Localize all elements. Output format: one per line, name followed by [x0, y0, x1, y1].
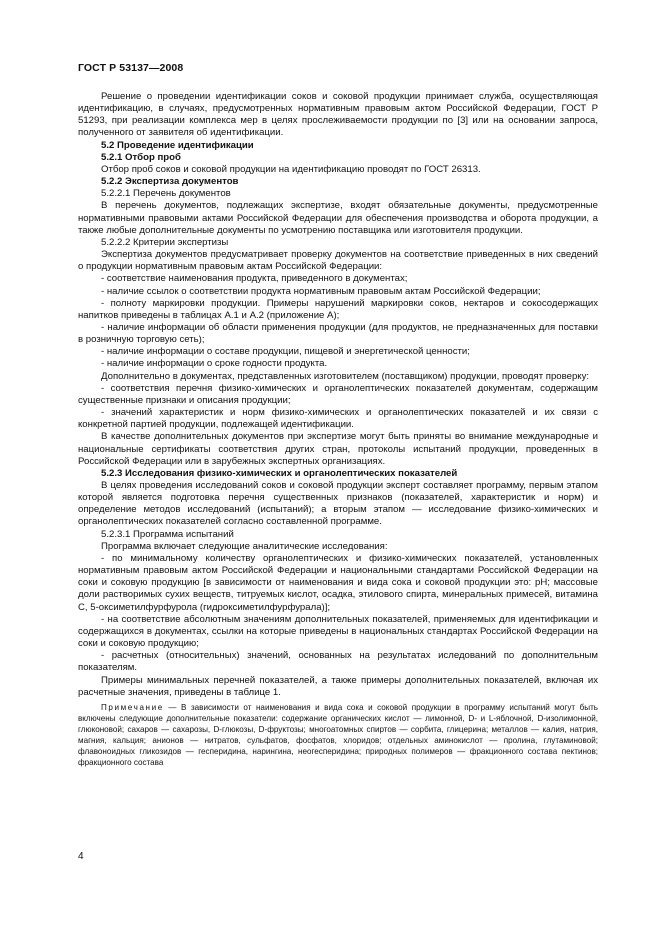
- paragraph: Программа включает следующие аналитические исследования:: [101, 540, 388, 552]
- paragraph: В качестве дополнительных документов при экспертизе могут быть приняты во внимание международные и национальные сертификаты соответствия других стран, протоколы испытаний продукции, проведенных в Российской Федерации или в зарубежных экспертных организациях.: [78, 431, 598, 467]
- paragraph: Экспертиза документов предусматривает проверку документов на соответствие приведенных в них сведений о продукции нормативным правовым актам Российской Федерации:: [78, 249, 598, 273]
- document-body: [78, 91, 598, 768]
- paragraph: Решение о проведении идентификации соков и соковой продукции принимает служба, осуществляющая идентификацию, в случаях, предусмотренных нормативным правовым актом Российской Федерации, ГОСТ Р 51293, при реализации комплекса мер в целях прослеживаемости продукции по [3] или на основании запроса, полученного от заявителя об идентификации.: [78, 91, 598, 139]
- section-heading: 5.2 Проведение идентификации: [101, 139, 254, 151]
- document-header: ГОСТ Р 53137—2008: [78, 62, 184, 74]
- note-label: Примечание: [101, 702, 164, 712]
- paragraph: Дополнительно в документах, представленных изготовителем (поставщиком) продукции, проводят проверку:: [101, 370, 590, 382]
- list-item: - соответствия перечня физико-химических и органолептических показателей документам, содержащим существенные признаки и описания продукции;: [78, 382, 598, 406]
- paragraph: Отбор проб соков и соковой продукции на идентификацию проводят по ГОСТ 26313.: [101, 163, 481, 175]
- list-item: - расчетных (относительных) значений, основанных на результатах иследований по дополнительным показателям.: [78, 650, 598, 674]
- list-item: - наличие информации о сроке годности продукта.: [101, 358, 328, 370]
- list-item: - полноту маркировки продукции. Примеры нарушений маркировки соков, нектаров и сокосодержащих напитков приведены в таблицах А.1 и А.2 (приложение А);: [78, 297, 598, 321]
- list-item: - соответствие наименования продукта, приведенного в документах;: [101, 273, 408, 285]
- list-item: - значений характеристик и норм физико-химических и органолептических показателей и их связи с конкретной партией продукции, подлежащей идентификации.: [78, 407, 598, 431]
- subsection-heading: 5.2.2 Экспертиза документов: [101, 176, 239, 188]
- list-item: - наличие информации об области применения продукции (для продуктов, не предназначенных для поставки в розничную торговую сеть);: [78, 321, 598, 346]
- page-number: 4: [78, 851, 84, 862]
- list-item: - наличие ссылок о соответствии продукта нормативным правовым актам Российской Федерации;: [101, 285, 541, 297]
- clause-heading: 5.2.2.2 Критерии экспертизы: [101, 236, 229, 248]
- note: [78, 702, 598, 768]
- paragraph: Примеры минимальных перечней показателей, а также примеры дополнительных показателей, включая их расчетные значения, приведены в таблице 1.: [78, 674, 598, 698]
- list-item: - наличие информации о составе продукции, пищевой и энергетической ценности;: [101, 346, 470, 358]
- list-item: - на соответствие абсолютным значениям дополнительных показателей, применяемых для идентификации и содержащихся в документах, ссылки на которые приведены в национальных стандартах Российской Федерации на соки и соковую продукцию;: [78, 613, 598, 650]
- note-text: — В зависимости от наименования и вида сока и соковой продукции в программу испытаний могут быть включены следующие дополнительные показатели: содержание органических кислот — лимонной, D- и L-яблочной, D-изолимонной, глюконовой; сахаров — сахарозы, D-глюкозы, D-фруктозы; многоатомных спиртов — сорбита, глицерина; металлов — калия, натрия, магния, кальция; анионов — нитратов, сульфатов, фосфатов, хлоридов; отдельных аминокислот — пролина, глутаминовой; флавоноидных гликозидов — гесперидина, нарингина, неогесперидина; природных полимеров — фракционного состава пектинов; фракционного состава: [78, 702, 598, 767]
- paragraph: В перечень документов, подлежащих экспертизе, входят обязательные документы, предусмотренные нормативными правовыми актами Российской Федерации для обеспечения производства и оборота продукции, а также любые дополнительные документы по усмотрению поставщика или изготовителя продукции.: [78, 200, 598, 236]
- list-item: - по минимальному количеству органолептических и физико-химических показателей, установленных нормативным правовым актом Российской Федерации и национальными стандартами Российской Федерации на соки и соковую продукцию [в зависимости от наименования и вида сока и соковой продукции это: pH; массовые доли растворимых сухих веществ, титруемых кислот, осадка, этилового спирта, минеральных примесей, витамина С, 5-оксиметилфурфурола (гидроксиметилфурфурала)];: [78, 552, 598, 613]
- subsection-heading: 5.2.1 Отбор проб: [101, 151, 181, 163]
- paragraph: В целях проведения исследований соков и соковой продукции эксперт составляет программу, первым этапом которой является подготовка перечня существенных признаков (показателей, характеристик и норм) и определение методов исследований (испытаний); а вторым этапом — исследование физико-химических и органолептических показателей согласно составленной программе.: [78, 480, 598, 528]
- subsection-heading: 5.2.3 Исследования физико-химических и органолептических показателей: [101, 467, 458, 479]
- clause-heading: 5.2.2.1 Перечень документов: [101, 188, 231, 200]
- clause-heading: 5.2.3.1 Программа испытаний: [101, 528, 234, 540]
